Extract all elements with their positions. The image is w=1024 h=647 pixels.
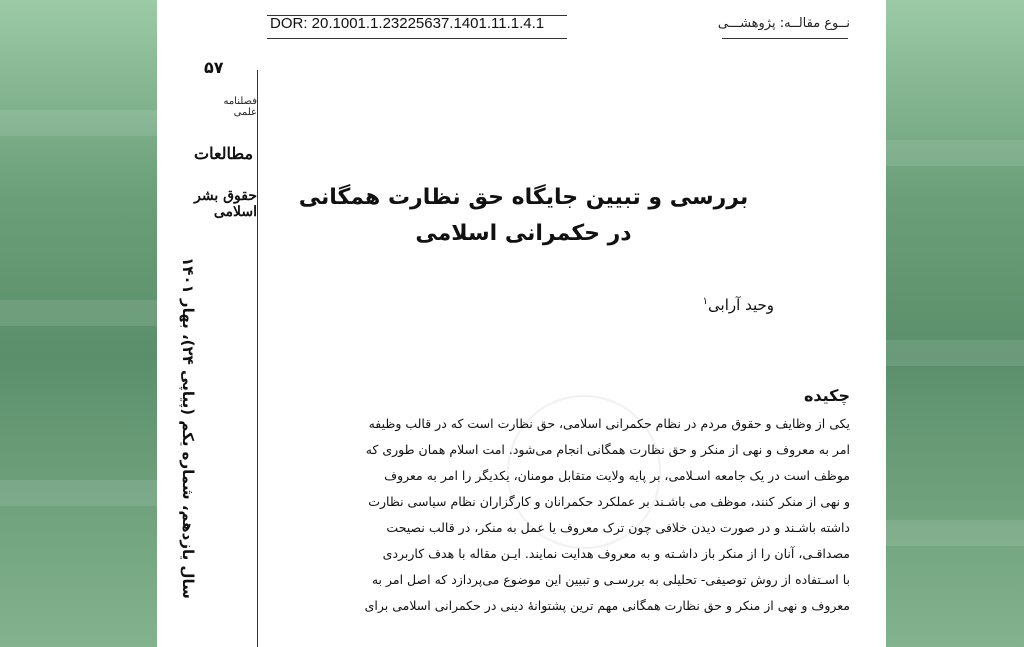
abstract-line: مصداقـی، آنان را از منکر باز داشـته و به معروف هدایت نمایند. ایـن مقاله با هدف کاربردی: [382, 546, 850, 561]
abstract-line: امر به معروف و نهی از منکر و حق نظارت همگانی انجام می‌شود. امت اسلام همان طوری که: [365, 442, 850, 457]
article-title: [277, 180, 770, 252]
issue-info: [163, 238, 213, 618]
doi-label: DOR: 20.1001.1.23225637.1401.11.1.4.1: [270, 15, 545, 32]
right-background: [886, 0, 1024, 647]
journal-subtitle: فصلنامه علمی: [223, 96, 257, 118]
journal-name-line1: مطالعات: [194, 144, 254, 163]
journal-margin: [157, 0, 257, 647]
author-footnote-mark: ۱: [702, 296, 709, 307]
abstract-line: یکی از وظایف و حقوق مردم در نظام حکمرانی اسلامی، حق نظارت است که در قالب وظیفه: [368, 416, 850, 431]
abstract-line: موظف است در یک جامعه اسـلامی، بر پایه ولایت متقابل مومنان، یکدیگر را امر به معروف: [384, 468, 850, 483]
title-line-2: در حکمرانی اسلامی: [415, 221, 632, 246]
issue-info-text: سال یازدهم، شماره یکم (پیاپی ۲۴)، بهار ۱۴۰۱: [179, 257, 197, 599]
abstract-heading: چکیده: [803, 386, 850, 405]
article-type-label: نــوع مقالــه: پژوهشـــی: [717, 16, 850, 31]
journal-name-line2: حقوق بشر اسلامی: [194, 188, 257, 220]
left-background: [0, 0, 157, 647]
abstract-line: با اسـتفاده از روش توصیفی- تحلیلی به بررسـی و تبیین این موضوع می‌پردازد که اصل امر به: [371, 572, 850, 587]
abstract-body: [273, 411, 850, 619]
abstract-line: داشته باشـند و در صورت دیدن خلافی چون ترک معروف یا عمل به منکر، در قالب نصیحت: [386, 520, 850, 535]
title-line-1: بررسی و تبیین جایگاه حق نظارت همگانی: [298, 185, 749, 210]
doi-underline: [267, 38, 567, 39]
document-page: [157, 0, 886, 647]
author-name: [703, 296, 774, 314]
abstract-line: معروف و نهی از منکر و حق نظارت همگانی مهم ترین پشتوانۀ دینی در حکمرانی اسلامی برای: [364, 598, 850, 613]
margin-divider: [257, 70, 258, 647]
author-text: وحید آرابی: [708, 296, 774, 314]
article-type-underline: [722, 38, 848, 39]
abstract-line: و نهی از منکر کنند، موظف می باشـند بر عملکرد حکمرانان و کارگزاران نظام سیاسی نظارت: [368, 494, 850, 509]
page-number: ۵۷: [204, 58, 224, 77]
